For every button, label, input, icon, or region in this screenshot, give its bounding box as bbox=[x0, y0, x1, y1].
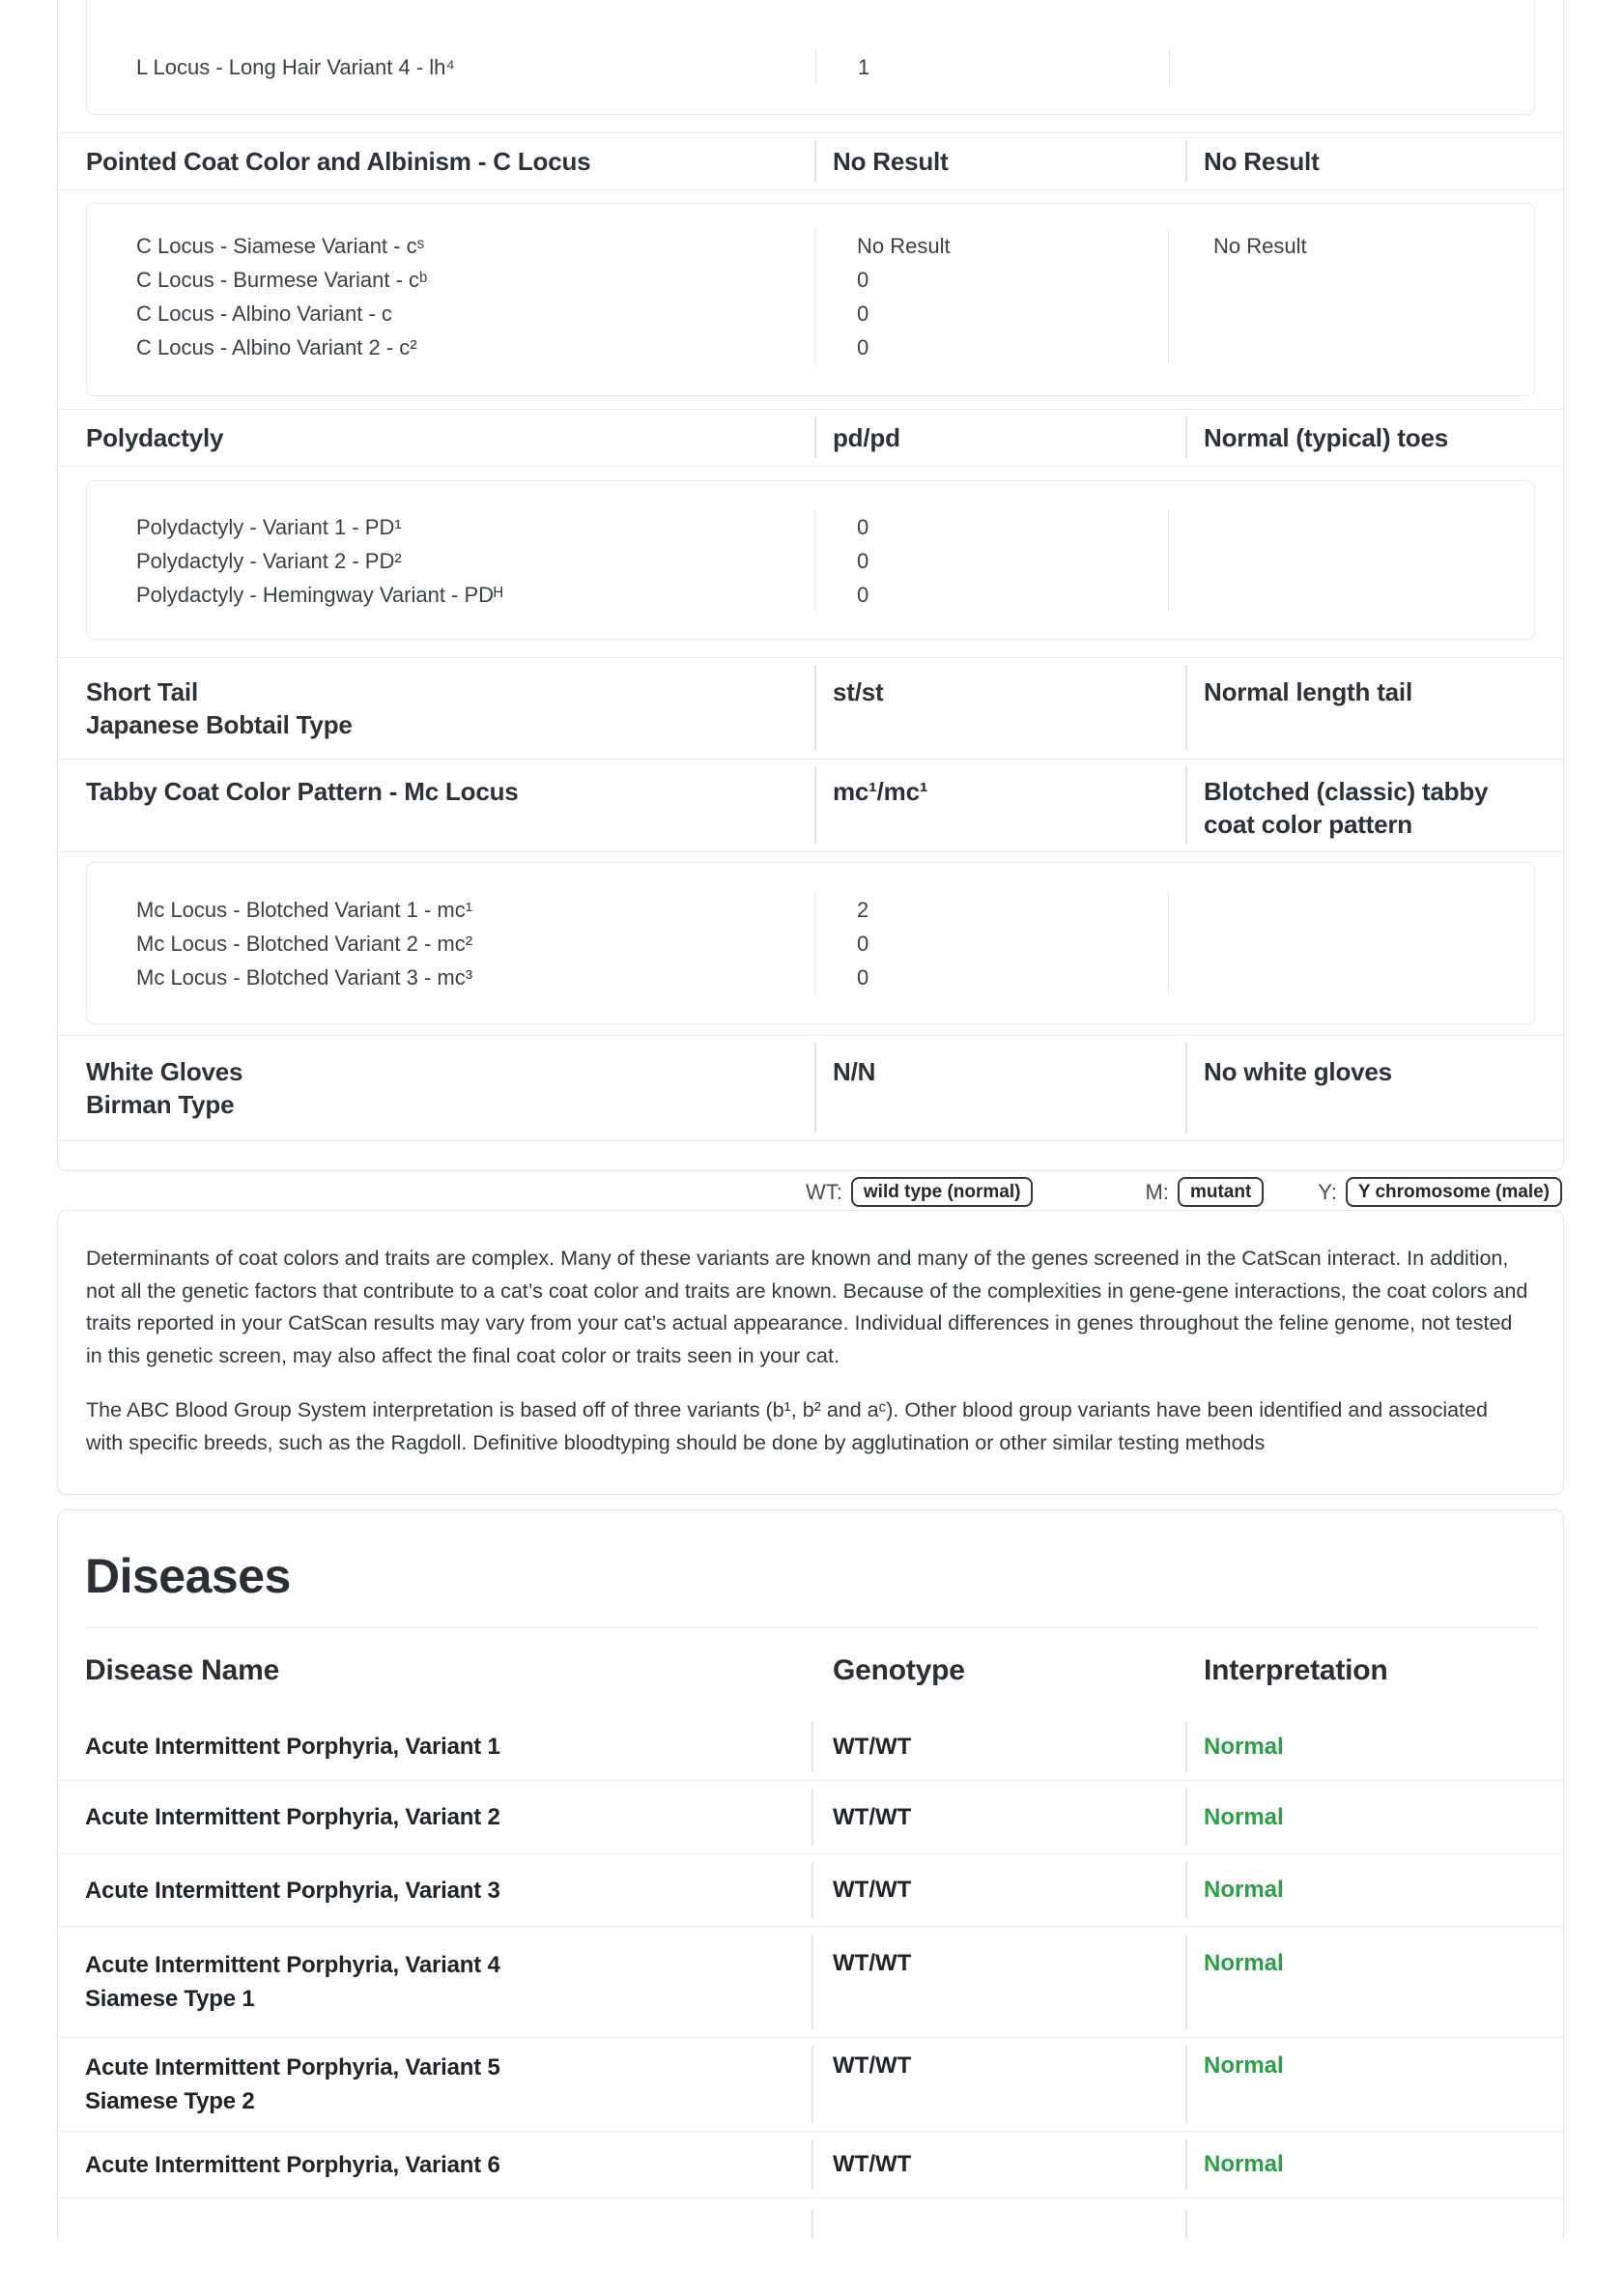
column-header-genotype: Genotype bbox=[833, 1654, 965, 1686]
variant-name: Mc Locus - Blotched Variant 1 - mc¹ bbox=[136, 898, 473, 922]
variant-interpretation bbox=[1168, 893, 1534, 927]
disease-interpretation bbox=[1185, 2198, 1563, 2239]
traits-table-card bbox=[57, 0, 1564, 1171]
trait-row-c-locus bbox=[58, 133, 1563, 189]
trait-name: Tabby Coat Color Pattern - Mc Locus bbox=[86, 777, 519, 806]
trait-genotype: mc¹/mc¹ bbox=[814, 760, 1185, 851]
disease-row bbox=[58, 1713, 1563, 1781]
column-header-interpretation: Interpretation bbox=[1204, 1654, 1388, 1686]
disease-name bbox=[58, 2198, 812, 2239]
legend-item-y bbox=[1318, 1177, 1562, 1207]
legend-item-wt bbox=[806, 1177, 1033, 1207]
disease-genotype: WT/WT bbox=[812, 1781, 1185, 1853]
disease-name: Acute Intermittent Porphyria, Variant 2 bbox=[85, 1804, 500, 1830]
table-footer-strip bbox=[58, 1141, 1563, 1170]
legend-value-badge: wild type (normal) bbox=[851, 1177, 1034, 1207]
disease-name: Acute Intermittent Porphyria, Variant 4 Siamese Type 1 bbox=[58, 1927, 812, 2037]
variant-count: 0 bbox=[814, 510, 1168, 544]
variant-name: L Locus - Long Hair Variant 4 - lh⁴ bbox=[136, 55, 455, 79]
variant-interpretation bbox=[1168, 297, 1534, 330]
trait-row-tabby bbox=[58, 760, 1563, 851]
variant-count: 0 bbox=[814, 961, 1168, 994]
variant-name: C Locus - Burmese Variant - cᵇ bbox=[136, 268, 428, 292]
trait-name-line1: White Gloves bbox=[86, 1057, 243, 1086]
variant-count: No Result bbox=[814, 229, 1168, 263]
variant-count: 1 bbox=[815, 50, 1169, 85]
disease-name: Acute Intermittent Porphyria, Variant 5 Siamese Type 2 bbox=[58, 2038, 812, 2131]
subtable-row bbox=[87, 263, 1534, 297]
trait-interpretation: Normal (typical) toes bbox=[1185, 410, 1563, 466]
column-header-disease-name: Disease Name bbox=[85, 1654, 280, 1686]
trait-genotype: No Result bbox=[814, 133, 1185, 189]
subtable-row bbox=[87, 330, 1534, 364]
disease-genotype: WT/WT bbox=[812, 1854, 1185, 1926]
disease-row bbox=[58, 2132, 1563, 2198]
diseases-header-row bbox=[58, 1628, 1563, 1713]
variant-count: 0 bbox=[814, 578, 1168, 612]
variant-interpretation bbox=[1168, 961, 1534, 994]
trait-name: Pointed Coat Color and Albinism - C Locus bbox=[86, 147, 591, 176]
genotype-legend bbox=[57, 1177, 1562, 1207]
legend-label: M: bbox=[1145, 1179, 1169, 1204]
variant-name: Polydactyly - Hemingway Variant - PDᴴ bbox=[136, 583, 503, 607]
variant-interpretation bbox=[1168, 510, 1534, 544]
trait-interpretation: No white gloves bbox=[1185, 1036, 1563, 1140]
variant-name: Mc Locus - Blotched Variant 2 - mc² bbox=[136, 932, 473, 956]
disease-name: Acute Intermittent Porphyria, Variant 1 bbox=[85, 1734, 500, 1760]
subtable-mc-locus bbox=[86, 862, 1535, 1024]
variant-count: 0 bbox=[814, 330, 1168, 364]
disease-genotype bbox=[812, 2198, 1185, 2239]
variant-interpretation bbox=[1168, 263, 1534, 297]
variant-count: 0 bbox=[814, 263, 1168, 297]
disease-genotype: WT/WT bbox=[812, 2038, 1185, 2131]
variant-count: 0 bbox=[814, 297, 1168, 330]
variant-count: 2 bbox=[814, 893, 1168, 927]
variant-name: C Locus - Albino Variant - c bbox=[136, 301, 392, 326]
disease-interpretation: Normal bbox=[1185, 1927, 1563, 2037]
disease-genotype: WT/WT bbox=[812, 1713, 1185, 1780]
diseases-card bbox=[57, 1509, 1564, 2239]
blood-group-note-paragraph: The ABC Blood Group System interpretation is based off of three variants (b¹, b² and aᶜ). Other blood group variants have been identified and associated with specific breeds, such as the Ragdoll. Definitive bloodtyping should be done by agglutination or other similar testing methods bbox=[86, 1398, 1488, 1454]
trait-name-line1: Short Tail bbox=[86, 677, 198, 706]
trait-name bbox=[58, 658, 814, 759]
disease-row bbox=[58, 1781, 1563, 1854]
subtable-row bbox=[87, 893, 1534, 927]
subtable-row bbox=[87, 544, 1534, 578]
trait-row-short-tail bbox=[58, 658, 1563, 759]
variant-name: Polydactyly - Variant 1 - PD¹ bbox=[136, 515, 402, 539]
variant-name: C Locus - Siamese Variant - cˢ bbox=[136, 234, 425, 258]
variant-interpretation: No Result bbox=[1168, 229, 1534, 263]
row-divider bbox=[58, 851, 1563, 852]
disease-interpretation: Normal bbox=[1185, 1713, 1563, 1780]
subtable-row bbox=[87, 297, 1534, 330]
trait-genotype: pd/pd bbox=[814, 410, 1185, 466]
legend-label: Y: bbox=[1318, 1179, 1337, 1204]
subtable-l-locus-partial bbox=[86, 0, 1535, 115]
variant-interpretation bbox=[1169, 50, 1534, 85]
legend-item-m bbox=[1145, 1177, 1264, 1207]
variant-interpretation bbox=[1168, 330, 1534, 364]
disease-name: Acute Intermittent Porphyria, Variant 6 bbox=[85, 2151, 500, 2178]
trait-name bbox=[58, 1036, 814, 1140]
diseases-heading: Diseases bbox=[85, 1549, 291, 1603]
variant-interpretation bbox=[1168, 578, 1534, 612]
disease-row bbox=[58, 1927, 1563, 2038]
legend-value-badge: Y chromosome (male) bbox=[1346, 1177, 1562, 1207]
trait-row-white-gloves bbox=[58, 1036, 1563, 1140]
variant-interpretation bbox=[1168, 544, 1534, 578]
disease-name: Acute Intermittent Porphyria, Variant 3 bbox=[85, 1877, 500, 1904]
subtable-row bbox=[87, 229, 1534, 263]
variant-name: Polydactyly - Variant 2 - PD² bbox=[136, 549, 402, 573]
subtable-row bbox=[87, 961, 1534, 994]
variant-name: C Locus - Albino Variant 2 - c² bbox=[136, 335, 417, 359]
row-divider bbox=[58, 189, 1563, 190]
coat-color-note-paragraph: Determinants of coat colors and traits are complex. Many of these variants are known and many of the genes screened in the CatScan interact. In addition, not all the genetic factors that contribute to a cat’s coat color and traits are known. Because of the complexities in gene-gene interactions, the coat colors and traits reported in your CatScan results may vary from your cat’s actual appearance. Individual differences in genes throughout the feline genome, not tested in this genetic screen, may also affect the final coat color or traits seen in your cat. bbox=[86, 1247, 1528, 1367]
disease-subname: Siamese Type 1 bbox=[85, 1986, 255, 2012]
disease-row-partial bbox=[58, 2198, 1563, 2239]
subtable-row bbox=[87, 578, 1534, 612]
trait-row-polydactyly bbox=[58, 410, 1563, 466]
variant-interpretation bbox=[1168, 927, 1534, 961]
trait-name-line2: Japanese Bobtail Type bbox=[86, 710, 353, 739]
trait-interpretation: Normal length tail bbox=[1185, 658, 1563, 759]
disease-row bbox=[58, 2038, 1563, 2132]
trait-genotype: N/N bbox=[814, 1036, 1185, 1140]
subtable-row bbox=[87, 50, 1534, 85]
disease-genotype: WT/WT bbox=[812, 2132, 1185, 2197]
disease-subname: Siamese Type 2 bbox=[85, 2088, 255, 2114]
trait-interpretation: No Result bbox=[1185, 133, 1563, 189]
subtable-row bbox=[87, 510, 1534, 544]
disease-interpretation: Normal bbox=[1185, 2038, 1563, 2131]
legend-label: WT: bbox=[806, 1179, 842, 1204]
trait-name-line2: Birman Type bbox=[86, 1090, 235, 1119]
trait-interpretation: Blotched (classic) tabby coat color pattern bbox=[1185, 760, 1563, 851]
subtable-row bbox=[87, 927, 1534, 961]
disease-interpretation: Normal bbox=[1185, 2132, 1563, 2197]
trait-name: Polydactyly bbox=[86, 423, 224, 452]
disease-interpretation: Normal bbox=[1185, 1781, 1563, 1853]
legend-value-badge: mutant bbox=[1178, 1177, 1264, 1207]
disease-interpretation: Normal bbox=[1185, 1854, 1563, 1926]
variant-count: 0 bbox=[814, 544, 1168, 578]
variant-name: Mc Locus - Blotched Variant 3 - mc³ bbox=[136, 965, 473, 990]
subtable-polydactyly bbox=[86, 480, 1535, 640]
subtable-c-locus bbox=[86, 203, 1535, 396]
disease-genotype: WT/WT bbox=[812, 1927, 1185, 2037]
variant-count: 0 bbox=[814, 927, 1168, 961]
trait-genotype: st/st bbox=[814, 658, 1185, 759]
notes-card bbox=[57, 1210, 1564, 1495]
row-divider bbox=[58, 466, 1563, 467]
disease-row bbox=[58, 1854, 1563, 1927]
